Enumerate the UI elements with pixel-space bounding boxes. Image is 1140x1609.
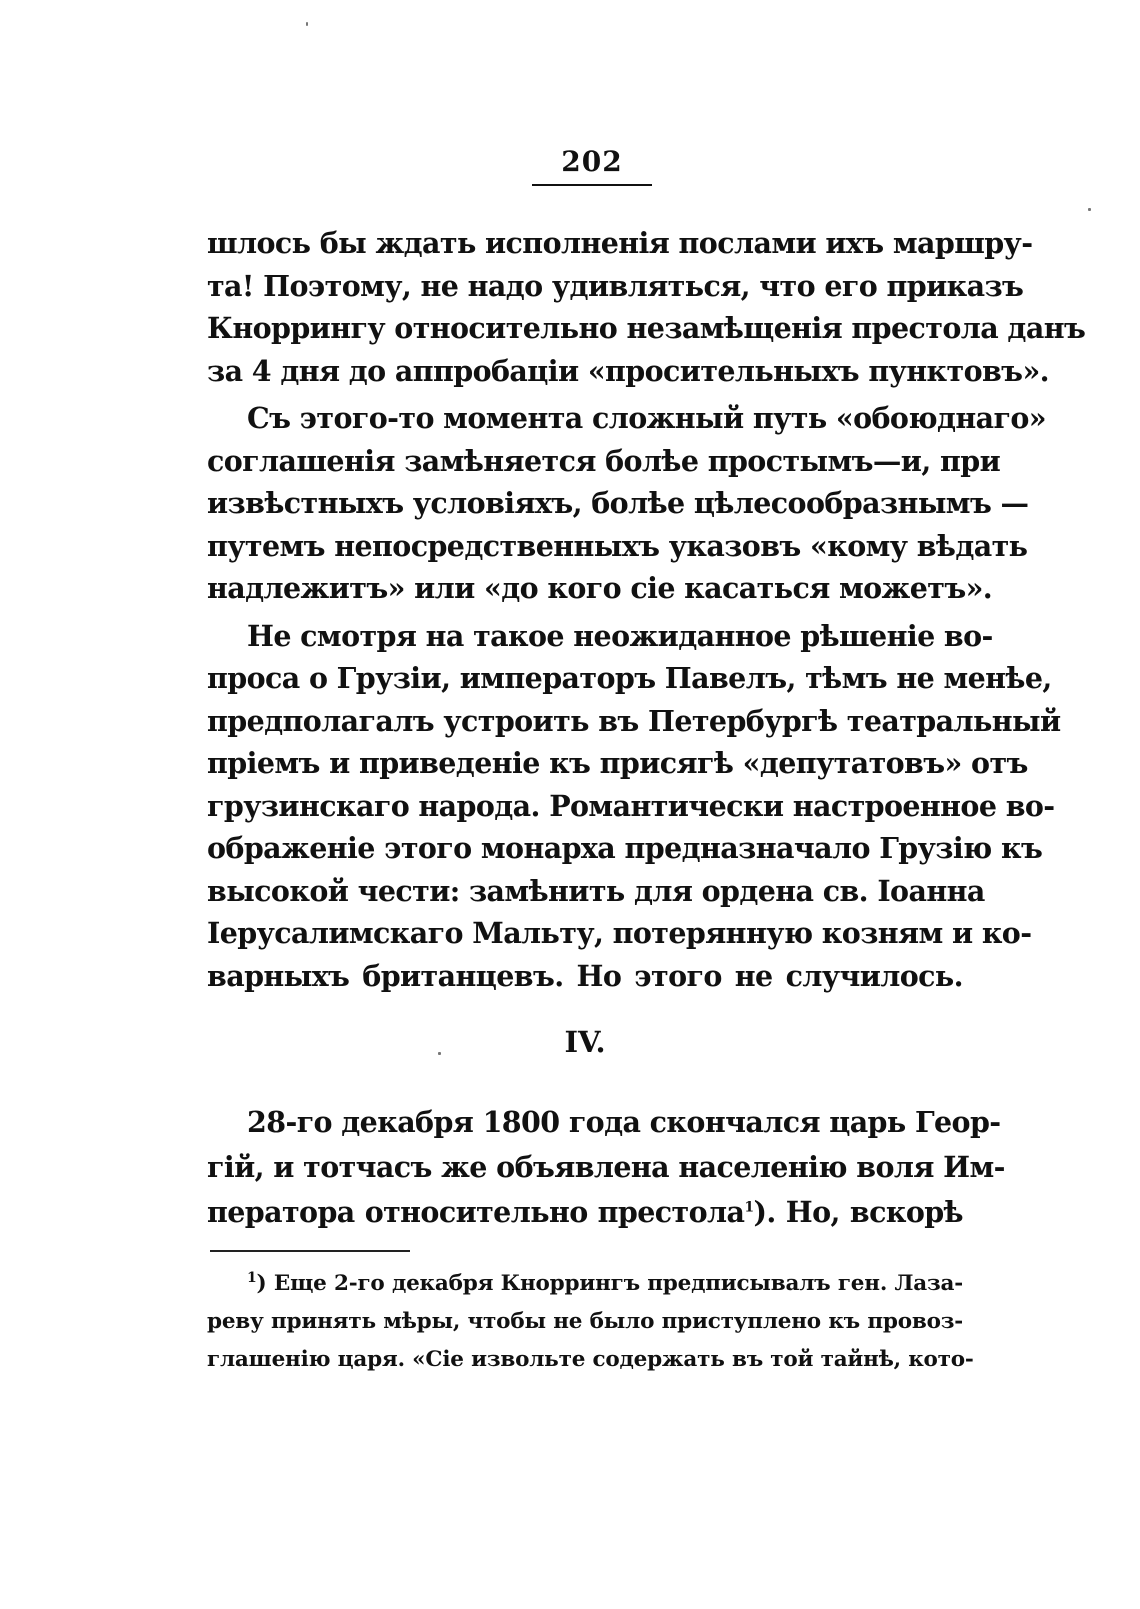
footnotes xyxy=(207,1265,974,1379)
text-line: проса о Грузіи, императоръ Павелъ, тѣмъ не менѣе, xyxy=(207,661,1052,695)
text-line: высокой чести: замѣнить для ордена св. Іоанна xyxy=(207,873,985,908)
text-line: ображеніе этого монарха предназначало Грузію къ xyxy=(207,831,1043,865)
text-line: гій, и тотчасъ же объявлена населенію воля Им- xyxy=(207,1150,1005,1184)
text-line: путемъ непосредственныхъ указовъ «кому вѣдать xyxy=(207,528,1028,563)
main-text xyxy=(207,222,1086,997)
paragraph-1 xyxy=(207,222,1086,392)
text-line: грузинскаго народа. Романтически настроенное во- xyxy=(207,788,1055,823)
page-header xyxy=(532,144,652,186)
footnote-reference[interactable]: 1 xyxy=(744,1199,754,1216)
text-segment: ) Еще 2-го декабря Кноррингъ предписывалъ ген. Лаза- xyxy=(256,1271,963,1296)
text-line: Кноррингу относительно незамѣщенія престола данъ xyxy=(207,311,1086,345)
page-number: 202 xyxy=(561,145,623,178)
text-line: пріемъ и приведеніе къ присягѣ «депутатовъ» отъ xyxy=(207,746,1028,780)
text-line: Съ этого-то момента сложный путь «обоюднаго» xyxy=(247,401,1046,435)
text-line: Не смотря на такое неожиданное рѣшеніе во- xyxy=(247,618,993,653)
footnote-marker: 1 xyxy=(247,1269,257,1286)
text-line: 28-го декабря 1800 года скончался царь Геор- xyxy=(247,1105,1001,1139)
main-text-continued xyxy=(207,1100,1005,1235)
text-line: шлось бы ждать исполненія послами ихъ маршру- xyxy=(207,226,1033,260)
paragraph-2 xyxy=(207,397,1046,610)
footnote-line xyxy=(207,1265,963,1303)
footnote-separator xyxy=(210,1250,410,1252)
text-line: надлежитъ» или «до кого сіе касаться можетъ». xyxy=(207,571,993,605)
footnote-line: реву принять мѣры, чтобы не было приступлено къ провоз- xyxy=(207,1309,963,1334)
text-segment: ). Но, вскорѣ xyxy=(753,1195,963,1229)
text-line: соглашенія замѣняется болѣе простымъ—и, при xyxy=(207,443,1001,478)
section-heading: IV. xyxy=(564,1025,606,1059)
text-line: предполагалъ устроить въ Петербургѣ театральный xyxy=(207,703,1061,738)
text-segment: ператора относительно престола xyxy=(207,1195,745,1229)
text-line: за 4 дня до аппробаціи «просительныхъ пунктовъ». xyxy=(207,353,1049,388)
text-line: извѣстныхъ условіяхъ, болѣе цѣлесообразнымъ — xyxy=(207,486,1029,520)
print-speck xyxy=(306,22,308,26)
text-line-with-footnote xyxy=(207,1190,963,1235)
text-line: Іерусалимскаго Мальту, потерянную козням и ко- xyxy=(207,916,1032,950)
footnote-line: глашенію царя. «Сіе извольте содержать въ той тайнѣ, кото- xyxy=(207,1347,974,1372)
text-line: варныхъ британцевъ. Но этого не случилось. xyxy=(207,958,963,993)
paragraph-4 xyxy=(207,1100,1005,1235)
print-speck xyxy=(1088,208,1091,211)
header-rule xyxy=(532,184,652,186)
text-line: та! Поэтому, не надо удивляться, что его приказъ xyxy=(207,268,1024,303)
paragraph-3 xyxy=(207,615,1061,998)
